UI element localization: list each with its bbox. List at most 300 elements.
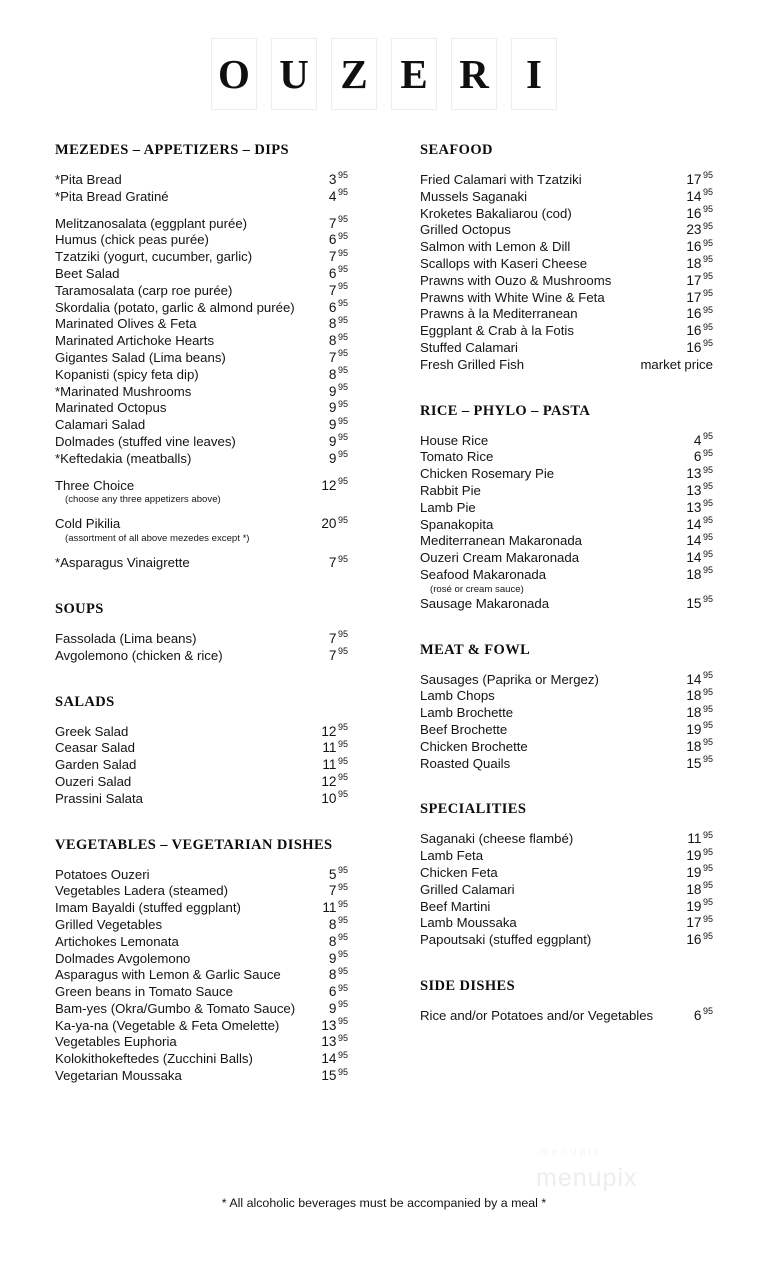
- menu-item-name: Potatoes Ouzeri: [55, 866, 150, 882]
- price-cents: 95: [702, 565, 713, 576]
- menu-item-price: [686, 466, 713, 483]
- spacer: [55, 468, 348, 478]
- price-cents: 95: [702, 515, 713, 526]
- menu-section: [420, 978, 713, 1025]
- section-spacer: [55, 572, 348, 601]
- price-amount: 13: [686, 482, 702, 498]
- menu-item-group: [420, 831, 713, 949]
- spacer: [55, 206, 348, 216]
- menu-item-row: [55, 316, 348, 333]
- price-amount: 10: [321, 790, 337, 806]
- menu-item-price: [328, 864, 348, 884]
- menu-item-name: Marinated Octopus: [55, 400, 167, 416]
- menu-item-price: [329, 367, 348, 384]
- price-amount: 19: [686, 721, 702, 737]
- menu-item-group: [55, 172, 348, 206]
- price-cents: 95: [337, 348, 348, 359]
- menu-item-row: [55, 724, 348, 741]
- price-amount: 16: [686, 932, 702, 948]
- spacer: [420, 659, 713, 672]
- menu-item-name: Humus (chick peas purée): [55, 232, 209, 248]
- menu-item-price: [329, 417, 348, 434]
- menu-item-price: [328, 948, 348, 968]
- price-cents: 95: [702, 271, 713, 282]
- menu-item-row: [420, 466, 713, 483]
- title-letter-u: U: [271, 38, 317, 110]
- menu-item-price: [329, 917, 348, 934]
- price-amount: 15: [321, 1068, 337, 1084]
- price-amount: 11: [322, 740, 337, 756]
- menu-item-price: [686, 517, 713, 534]
- section-title: SALADS: [55, 693, 115, 710]
- menu-item-name: Imam Bayaldi (stuffed eggplant): [55, 900, 241, 916]
- menu-item-price: [640, 357, 713, 374]
- menu-item-price: [686, 596, 713, 613]
- price-cents: 95: [337, 365, 348, 376]
- price-amount: 16: [686, 339, 702, 355]
- menu-item-row: [420, 517, 713, 534]
- menu-item-note: (choose any three appetizers above): [65, 494, 221, 506]
- menu-item-price: [686, 753, 713, 773]
- menu-item-price: [686, 533, 713, 550]
- menu-item-price: [329, 232, 348, 249]
- menu-item-name: Gigantes Salad (Lima beans): [55, 349, 226, 365]
- menu-item-row: [55, 740, 348, 757]
- menu-item-price: [687, 831, 713, 848]
- menu-section: [420, 403, 713, 613]
- spacer: [55, 618, 348, 631]
- menu-item-price: [329, 300, 348, 317]
- menu-item-group: [55, 216, 348, 468]
- menu-item-price: [686, 239, 713, 256]
- menu-item-group: [55, 864, 348, 1085]
- price-cents: 95: [337, 738, 348, 749]
- price-cents: 95: [337, 415, 348, 426]
- price-cents: 95: [702, 548, 713, 559]
- menu-item-price: [321, 1051, 348, 1068]
- menu-item-group: [420, 172, 713, 374]
- menu-item-name: Papoutsaki (stuffed eggplant): [420, 932, 592, 948]
- menu-item-row: [55, 1001, 348, 1018]
- price-amount: 14: [686, 533, 702, 549]
- menu-item-row: [55, 400, 348, 417]
- price-cents: 95: [702, 304, 713, 315]
- menu-item-price: [329, 350, 348, 367]
- menu-item-row: [55, 417, 348, 434]
- price-amount: 9: [328, 383, 337, 399]
- menu-item-row: [55, 934, 348, 951]
- menu-item-row: [420, 550, 713, 567]
- menu-item-row: [55, 967, 348, 984]
- menu-item-group: [55, 478, 348, 507]
- section-title: SIDE DISHES: [420, 977, 516, 994]
- price-amount: 8: [328, 316, 337, 332]
- price-amount: 9: [328, 417, 337, 433]
- menu-item-row: [55, 367, 348, 384]
- menu-item-price: [329, 216, 348, 233]
- price-amount: 8: [328, 967, 337, 983]
- price-cents: 95: [702, 753, 713, 764]
- price-amount: 6: [328, 265, 337, 281]
- spacer: [55, 854, 348, 867]
- menu-item-row: [420, 533, 713, 550]
- menu-item-price: [329, 555, 348, 572]
- price-cents: 95: [702, 288, 713, 299]
- menu-item-price: [686, 550, 713, 567]
- menu-item-row: [55, 864, 348, 884]
- menu-item-price: [686, 256, 713, 273]
- section-title: MEZEDES – APPETIZERS – DIPS: [55, 142, 289, 158]
- menu-item-name: Green beans in Tomato Sauce: [55, 984, 233, 1000]
- menu-item-price: [322, 900, 348, 917]
- price-cents: 95: [702, 237, 713, 248]
- menu-item-name: Vegetables Euphoria: [55, 1034, 177, 1050]
- price-cents: 95: [337, 999, 348, 1010]
- menu-column-right: [420, 142, 713, 1025]
- price-amount: 9: [328, 400, 337, 416]
- price-amount: 6: [693, 1007, 702, 1023]
- menu-item-name: Saganaki (cheese flambé): [420, 831, 574, 847]
- menu-item-name: Lamb Brochette: [420, 705, 514, 721]
- price-cents: 95: [337, 476, 348, 487]
- menu-item-price: [686, 567, 713, 584]
- price-amount: 18: [686, 881, 702, 897]
- price-cents: 95: [702, 846, 713, 857]
- menu-item-price: [686, 848, 713, 865]
- section-title: SEAFOOD: [420, 142, 493, 158]
- menu-item-name: Beef Brochette: [420, 721, 508, 737]
- menu-item-row: [55, 917, 348, 934]
- menu-item-name: Chicken Rosemary Pie: [420, 466, 555, 482]
- menu-item-price: [329, 333, 348, 350]
- menu-item-group: [420, 433, 713, 613]
- menu-item-name: *Pita Bread Gratiné: [55, 188, 169, 204]
- menu-item-price: [329, 384, 348, 401]
- menu-item-name: Vegetarian Moussaka: [55, 1068, 182, 1084]
- menu-item-row: [55, 1068, 348, 1085]
- menu-item-row: [55, 984, 348, 1001]
- menu-item-name: Chicken Brochette: [420, 738, 528, 754]
- menu-item-name: Eggplant & Crab à la Fotis: [420, 323, 574, 339]
- menu-item-row: [420, 222, 713, 239]
- title-letter-i: I: [511, 38, 557, 110]
- price-amount: 11: [687, 831, 702, 847]
- price-cents: 95: [337, 382, 348, 393]
- menu-item-name: Melitzanosalata (eggplant purée): [55, 215, 248, 231]
- menu-item-price: [321, 1034, 348, 1051]
- price-amount: 17: [686, 289, 702, 305]
- menu-item-row: [420, 206, 713, 223]
- price-cents: 95: [702, 220, 713, 231]
- menu-item-row: [420, 865, 713, 882]
- menu-item-price: [686, 189, 713, 206]
- menu-item-row: [55, 384, 348, 401]
- menu-item-name: Seafood Makaronada: [420, 566, 547, 582]
- menu-item-row: [420, 256, 713, 273]
- price-cents: 95: [337, 170, 348, 181]
- price-cents: 95: [337, 281, 348, 292]
- section-title: RICE – PHYLO – PASTA: [420, 402, 591, 419]
- menu-item-price: [686, 306, 713, 323]
- menu-item-row: [55, 249, 348, 266]
- price-cents: 95: [337, 881, 348, 892]
- menu-item-group: [55, 724, 348, 808]
- price-amount: 14: [686, 671, 702, 687]
- section-spacer: [55, 665, 348, 694]
- menu-item-price: [686, 882, 713, 899]
- spacer: [55, 506, 348, 516]
- footer-note: * All alcoholic beverages must be accompanied by a meal *: [221, 1196, 547, 1210]
- price-cents: 95: [337, 915, 348, 926]
- price-cents: 95: [702, 913, 713, 924]
- menu-item-row: [55, 900, 348, 917]
- menu-item-row: [420, 739, 713, 756]
- price-cents: 95: [337, 214, 348, 225]
- price-amount: 17: [686, 272, 702, 288]
- price-cents: 95: [337, 898, 348, 909]
- menu-item-row: [55, 300, 348, 317]
- menu-item-note: (assortment of all above mezedes except *): [65, 533, 250, 545]
- menu-item-name: Ceasar Salad: [55, 740, 135, 756]
- section-title: MEAT & FOWL: [420, 641, 531, 658]
- menu-item-group: [420, 672, 713, 773]
- menu-item-name: House Rice: [420, 432, 489, 448]
- menu-section: [55, 601, 348, 665]
- price-cents: 95: [337, 264, 348, 275]
- price-amount: 5: [328, 866, 337, 882]
- menu-item-row: [420, 1008, 713, 1025]
- menu-item-row: [55, 189, 348, 206]
- price-amount: 6: [328, 299, 337, 315]
- menu-item-name: Prassini Salata: [55, 790, 143, 806]
- price-cents: 95: [337, 1032, 348, 1043]
- menu-item-price: [686, 500, 713, 517]
- menu-item-name: Grilled Calamari: [420, 881, 515, 897]
- price-cents: 95: [702, 896, 713, 907]
- menu-section: [55, 694, 348, 808]
- menu-item-name: Grilled Vegetables: [55, 916, 163, 932]
- menu-item-name: *Marinated Mushrooms: [55, 383, 192, 399]
- menu-item-name: Bam-yes (Okra/Gumbo & Tomato Sauce): [55, 1000, 296, 1016]
- menu-item-price: [329, 934, 348, 951]
- spacer: [55, 159, 348, 172]
- price-amount: 14: [321, 1051, 337, 1067]
- menu-item-price: [322, 757, 348, 774]
- menu-item-name: Scallops with Kaseri Cheese: [420, 255, 588, 271]
- section-title: SPECIALITIES: [420, 801, 527, 818]
- menu-item-name: Tomato Rice: [420, 449, 494, 465]
- watermark-top: menupix: [540, 1146, 603, 1158]
- price-amount: 16: [686, 239, 702, 255]
- menu-item-price: [322, 740, 348, 757]
- menu-item-price: [686, 915, 713, 932]
- price-cents: 95: [702, 321, 713, 332]
- menu-item-row: [55, 1051, 348, 1068]
- menu-item-row: [420, 915, 713, 932]
- menu-item-row: [55, 216, 348, 233]
- menu-item-row: [420, 705, 713, 722]
- price-cents: 95: [337, 1066, 348, 1077]
- menu-item-row: [420, 323, 713, 340]
- menu-section: [420, 142, 713, 374]
- price-cents: 95: [337, 432, 348, 443]
- price-amount: 6: [328, 232, 337, 248]
- price-cents: 95: [702, 737, 713, 748]
- menu-item-name: Dolmades Avgolemono: [55, 950, 191, 966]
- menu-item-row: [55, 350, 348, 367]
- menu-item-name: Salmon with Lemon & Dill: [420, 239, 571, 255]
- price-amount: 19: [686, 848, 702, 864]
- menu-item-name: Prawns with White Wine & Feta: [420, 289, 605, 305]
- price-cents: 95: [702, 686, 713, 697]
- menu-item-name: Beet Salad: [55, 265, 120, 281]
- menu-item-name: Mussels Saganaki: [420, 188, 528, 204]
- section-title: SOUPS: [55, 600, 104, 617]
- price-amount: 13: [321, 1034, 337, 1050]
- menu-item-row: [55, 555, 348, 572]
- price-cents: 95: [702, 187, 713, 198]
- price-amount: 19: [686, 898, 702, 914]
- price-cents: 95: [337, 553, 348, 564]
- menu-item-name: Greek Salad: [55, 723, 129, 739]
- menu-item-row: [420, 831, 713, 848]
- price-amount: 8: [328, 933, 337, 949]
- menu-item-price: [329, 266, 348, 283]
- price-amount: 15: [686, 595, 702, 611]
- price-cents: 95: [702, 1006, 713, 1017]
- watermark: menupix: [536, 1164, 638, 1192]
- menu-item-row: [420, 189, 713, 206]
- price-amount: 7: [328, 630, 337, 646]
- menu-item-row: [420, 290, 713, 307]
- menu-item-price: [321, 791, 348, 808]
- price-cents: 95: [337, 646, 348, 657]
- menu-item-name: Kolokithokeftedes (Zucchini Balls): [55, 1051, 253, 1067]
- menu-item-name: Spanakopita: [420, 516, 494, 532]
- menu-item-price: [694, 433, 713, 450]
- menu-item-price: [329, 984, 348, 1001]
- menu-item-price: [694, 1008, 713, 1025]
- price-cents: 95: [702, 531, 713, 542]
- menu-item-price: [329, 249, 348, 266]
- menu-item-price: [329, 451, 348, 468]
- menu-item-row: [420, 896, 713, 916]
- menu-item-row: [420, 932, 713, 949]
- price-cents: 95: [702, 204, 713, 215]
- menu-item-name: Skordalia (potato, garlic & almond purée): [55, 299, 295, 315]
- price-cents: 95: [702, 670, 713, 680]
- menu-item-price: [321, 1068, 348, 1085]
- price-cents: 95: [702, 594, 713, 605]
- menu-item-price: [329, 1001, 348, 1018]
- price-cents: 95: [337, 965, 348, 976]
- price-cents: 95: [337, 948, 348, 959]
- price-amount: 17: [686, 915, 702, 931]
- menu-item-row: [55, 774, 348, 791]
- price-amount: 17: [686, 172, 702, 187]
- section-spacer: [420, 949, 713, 978]
- menu-item-name: Asparagus with Lemon & Garlic Sauce: [55, 967, 281, 983]
- menu-item-price: [686, 722, 713, 739]
- menu-item-row: [55, 791, 348, 808]
- menu-column-left: [55, 142, 348, 1085]
- price-amount: 9: [328, 433, 337, 449]
- menu-item-name: Artichokes Lemonata: [55, 933, 179, 949]
- menu-item-name: Three Choice: [55, 477, 135, 493]
- price-cents: 95: [337, 247, 348, 258]
- menu-item-name: Roasted Quails: [420, 755, 511, 771]
- price-amount: 15: [686, 755, 702, 771]
- menu-item-price: [329, 631, 348, 648]
- title-letter-z: Z: [331, 38, 377, 110]
- price-amount: 9: [328, 950, 337, 966]
- price-amount: 8: [328, 916, 337, 932]
- menu-item-name: Prawns à la Mediterranean: [420, 306, 578, 322]
- spacer: [55, 545, 348, 555]
- price-amount: 13: [686, 499, 702, 515]
- menu-item-row: [420, 848, 713, 865]
- restaurant-title: [0, 38, 768, 110]
- menu-item-price: [329, 400, 348, 417]
- menu-item-name: Mediterranean Makaronada: [420, 533, 583, 549]
- price-amount: 18: [686, 705, 702, 721]
- price-cents: 95: [702, 880, 713, 891]
- menu-item-name: *Keftedakia (meatballs): [55, 450, 192, 466]
- section-title: VEGETABLES – VEGETARIAN DISHES: [55, 836, 333, 853]
- menu-item-name: Fresh Grilled Fish: [420, 356, 525, 372]
- price-cents: 95: [337, 314, 348, 325]
- price-cents: 95: [702, 498, 713, 509]
- menu-item-price: [329, 283, 348, 300]
- menu-item-name: Fried Calamari with Tzatziki: [420, 172, 582, 187]
- price-cents: 95: [337, 1016, 348, 1027]
- price-cents: 95: [337, 230, 348, 241]
- menu-item-row: [55, 172, 348, 189]
- price-cents: 95: [337, 932, 348, 943]
- menu-section: [420, 801, 713, 949]
- menu-item-name: Sausages (Paprika or Mergez): [420, 671, 599, 687]
- menu-item-price: [686, 865, 713, 882]
- price-amount: 14: [686, 188, 702, 204]
- menu-item-name: *Asparagus Vinaigrette: [55, 555, 190, 571]
- menu-item-name: Sausage Makaronada: [420, 595, 550, 611]
- menu-item-price: [329, 883, 348, 900]
- price-amount: 4: [328, 188, 337, 204]
- price-cents: 95: [337, 449, 348, 460]
- menu-item-row: [420, 449, 713, 466]
- menu-item-price: [321, 1018, 348, 1035]
- price-cents: 95: [702, 481, 713, 492]
- menu-item-price: [686, 483, 713, 500]
- price-cents: 95: [337, 772, 348, 783]
- menu-item-group: [55, 516, 348, 545]
- menu-item-row: [420, 567, 713, 584]
- price-amount: 12: [321, 477, 337, 493]
- menu-item-row: [420, 306, 713, 323]
- price-amount: 7: [328, 215, 337, 231]
- menu-item-name: Vegetables Ladera (steamed): [55, 883, 229, 899]
- menu-item-price: [321, 774, 348, 791]
- price-cents: 95: [702, 254, 713, 265]
- section-spacer: [420, 613, 713, 642]
- menu-item-row: [55, 883, 348, 900]
- menu-item-name: Rabbit Pie: [420, 482, 481, 498]
- price-amount: 3: [328, 172, 337, 187]
- price-amount: 7: [328, 555, 337, 571]
- price-amount: 18: [686, 738, 702, 754]
- menu-item-name: *Pita Bread: [55, 172, 122, 187]
- price-cents: 95: [337, 755, 348, 766]
